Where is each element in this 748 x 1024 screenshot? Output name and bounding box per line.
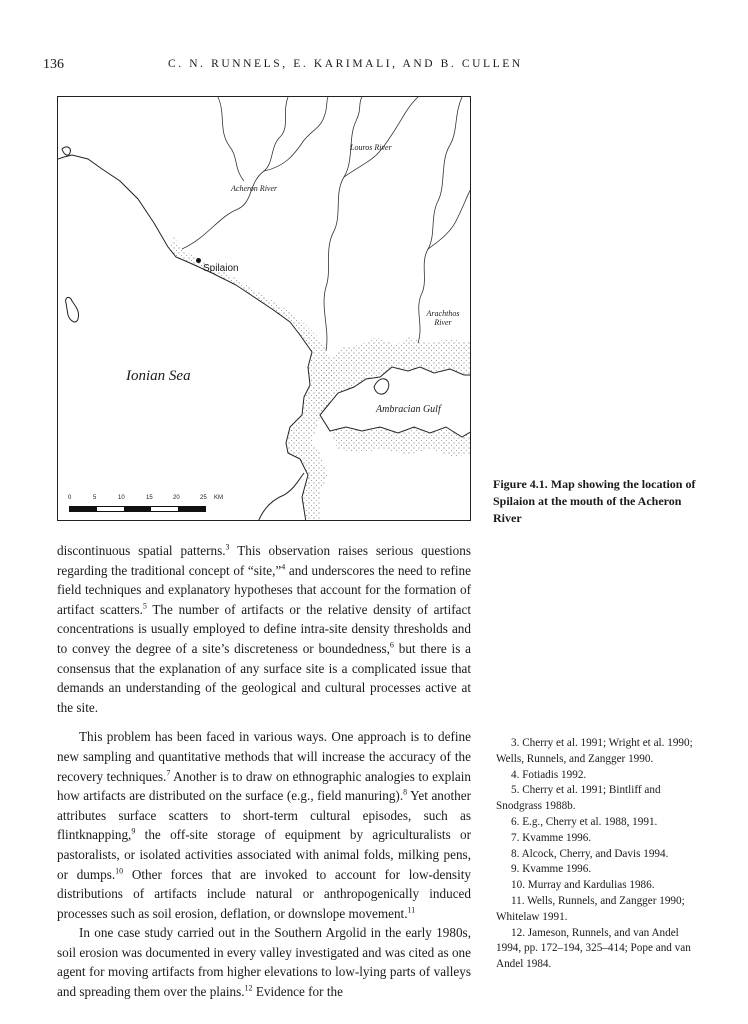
paragraph-1 (57, 541, 471, 717)
text-run: Yet another attributes surface scatters to short-term cultural episodes, such as flintknapping, (57, 788, 471, 843)
footnote-ref: 11 (407, 905, 416, 915)
text-run: Evidence for the (252, 984, 343, 1000)
scale-tick-5: 5 (93, 495, 97, 501)
spilaion-marker (196, 258, 201, 263)
footnote-ref: 5 (142, 601, 147, 611)
text-run: Another is to draw on ethnographic analogies to explain how artifacts are distributed on the surface (e.g., field manuring). (57, 768, 471, 804)
running-head: C. N. RUNNELS, E. KARIMALI, AND B. CULLEN (168, 58, 523, 70)
text-run: Other forces that are invoked to account for low-density distributions of artifacts include natural or anthropogenically induced processes such as soil erosion, deflation, or downslope movement. (57, 866, 471, 921)
spilaion-label: Spilaion (203, 263, 239, 274)
louros-river-label: Louros River (350, 143, 392, 152)
footnote-5: 5. Cherry et al. 1991; Bintliff and Snodgrass 1988b. (496, 784, 661, 813)
footnote-12: 12. Jameson, Runnels, and van Andel 1994, pp. 172–194, 325–414; Pope and van Andel 1984. (496, 926, 691, 971)
acheron-river-label: Acheron River (231, 184, 278, 193)
footnote-4: 4. Fotiadis 1992. (511, 768, 587, 781)
ambracian-gulf-label: Ambracian Gulf (376, 404, 441, 415)
footnote-ref: 4 (281, 562, 286, 572)
arachthos-label-line-1: Arachthos (426, 309, 460, 318)
footnote-11: 11. Wells, Runnels, and Zangger 1990; Whitelaw 1991. (496, 894, 685, 923)
footnote-ref: 9 (131, 826, 136, 836)
footnote-10: 10. Murray and Kardulias 1986. (511, 879, 655, 892)
footnote-ref: 3 (225, 542, 230, 552)
text-run: The number of artifacts or the relative density of artifact concentrations is usually employed to define intra-site density thresholds and to convey the degree of a site’s discreteness or boundedness, (57, 601, 471, 656)
footnote-ref: 10 (115, 866, 124, 876)
text-run: the off-site storage of equipment by agriculturalists or pastoralists, or isolated activities associated with animal folds, milking pens, or dumps. (57, 827, 471, 882)
south-shore (258, 473, 304, 521)
main-text (57, 541, 471, 1002)
ionian-sea-label: Ionian Sea (126, 368, 191, 384)
text-run: and underscores the need to refine field techniques and explanatory hypotheses that account for the formation of artifact scatters. (57, 562, 471, 617)
scale-tick-0: 0 (68, 495, 72, 501)
footnote-6: 6. E.g., Cherry et al. 1988, 1991. (511, 815, 658, 828)
footnote-ref: 8 (403, 787, 408, 797)
arachthos-river-label (418, 309, 468, 327)
text-run: In one case study carried out in the Southern Argolid in the early 1980s, soil erosion was documented in every valley investigated and was cited as one agent for moving artifacts from higher elevations to low-lying parts of valleys and spreading them over the plains. (57, 925, 471, 1000)
footnote-3: 3. Cherry et al. 1991; Wright et al. 1990; Wells, Runnels, and Zangger 1990. (496, 737, 693, 765)
map-drawing (58, 97, 471, 521)
text-run: discontinuous spatial patterns. (57, 543, 226, 558)
island-paxoi (66, 297, 79, 322)
mainland-land (58, 97, 471, 521)
scale-tick-20: 20 (173, 495, 180, 501)
scale-tick-10: 10 (118, 495, 125, 501)
text-run: This problem has been faced in various ways. One approach is to define new sampling and quantitative methods that will increase the accuracy of the recovery techniques. (57, 729, 471, 784)
text-run: but there is a consensus that the explanation of any surface site is a complicated issue that demands an understanding of the geological and cultural processes active at the site. (57, 640, 471, 715)
arachthos-label-line-2: River (434, 318, 452, 327)
paragraph-3 (57, 923, 471, 1001)
footnote-8: 8. Alcock, Cherry, and Davis 1994. (511, 847, 669, 860)
figure-caption: Figure 4.1. Map showing the location of Spilaion at the mouth of the Acheron River (493, 477, 696, 525)
footnote-ref: 7 (166, 768, 171, 778)
scale-tick-15: 15 (146, 495, 153, 501)
paragraph-2 (57, 727, 471, 923)
footnote-7: 7. Kvamme 1996. (511, 831, 592, 844)
page-number: 136 (43, 57, 64, 72)
scale-bar (69, 506, 206, 512)
footnote-9: 9. Kvamme 1996. (511, 863, 592, 876)
text-run: This observation raises serious questions regarding the traditional concept of “site,” (57, 543, 471, 578)
scale-unit: KM (214, 495, 223, 501)
footnote-ref: 12 (244, 983, 253, 993)
scale-tick-25: 25 (200, 495, 207, 501)
footnote-ref: 6 (389, 640, 394, 650)
footnotes (496, 736, 706, 973)
map-figure (57, 96, 471, 521)
